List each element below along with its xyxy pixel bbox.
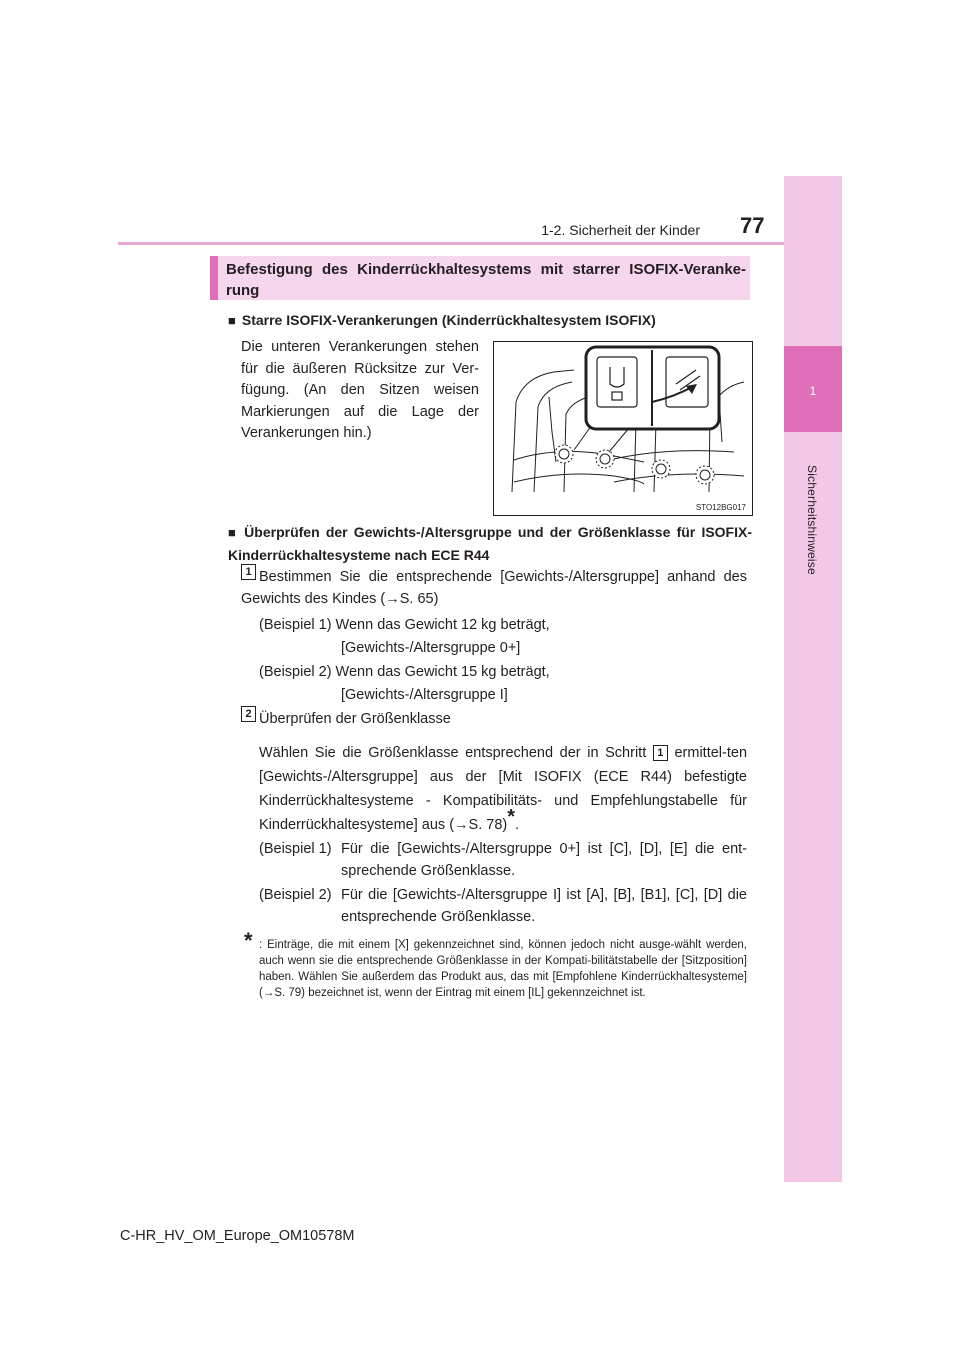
bullet-icon: ■ [228,525,239,540]
isofix-anchor-illustration [493,341,753,516]
block2-heading: ■ Überprüfen der Gewichts-/Altersgruppe und der Größenklasse für ISOFIX-Kinderrückhaltesysteme nach ECE R44 [228,524,752,563]
step-number-box: 1 [241,564,256,580]
side-tab-label: Sicherheitshinweise [805,465,819,575]
step1-example2-b: [Gewichts-/Altersgruppe I] [341,687,508,703]
image-code: STO12BG017 [695,503,746,512]
step1-example2-a: (Beispiel 2) Wenn das Gewicht 15 kg beträgt, [259,664,550,680]
side-tab-strip [784,176,842,1182]
footnote-marker: * [244,928,253,953]
bullet-icon: ■ [228,313,236,328]
step1-text: Bestimmen Sie die entsprechende [Gewichts-/Altersgruppe] anhand des Gewichts des Kindes (→S. 65) [241,569,747,607]
step2-example2-text: Für die [Gewichts-/Altersgruppe I] ist [A], [B], [B1], [C], [D] die entsprechende Größenklasse. [341,887,747,925]
step1-example1-b: [Gewichts-/Altersgruppe 0+] [341,640,521,656]
step-reference-box: 1 [653,745,668,761]
step2-marker [241,705,256,723]
step2-example1-text: Für die [Gewichts-/Altersgruppe 0+] ist [C], [D], [E] die ent-sprechende Größenklasse. [341,841,747,879]
rear-seat-drawing [494,342,752,515]
section-title: Befestigung des Kinderrückhaltesystems mit starrer ISOFIX-Veranke-rung [226,261,746,299]
step2-paragraph: Wählen Sie die Größenklasse entsprechend der in Schritt 1 ermittel-ten [Gewichts-/Altersgruppe] aus der [Mit ISOFIX (ECE R44) befestigte Kinderrückhaltesysteme - Kompatibilitäts- und Empfehlungstabelle für Kinderrückhaltesysteme] aus (→S. 78)*. [259,745,748,833]
footnote-text: : Einträge, die mit einem [X] gekennzeichnet sind, können jedoch nicht ausge-wählt werden, auch wenn sie die entsprechende Größenklasse in der Kompati-bilitätstabelle der [Sitzposition] haben. Wählen Sie außerdem das Produkt aus, das mit [Empfohlene Kinderrückhaltesysteme] (→S. 79) bezeichnet ist, wenn der Eintrag mit einem [IL] gekennzeichnet ist. [259,939,747,999]
header-divider [118,242,784,245]
step2-text: Überprüfen der Größenklasse [259,711,451,727]
step2-example1-label: (Beispiel 1) [259,841,332,857]
document-id: C-HR_HV_OM_Europe_OM10578M [120,1228,355,1244]
block1-text: Die unteren Verankerungen stehen für die äußeren Rücksitze zur Ver-fügung. (An den Sitzen weisen Markierungen auf die Lage der Verankerungen hin.) [241,339,479,441]
step-number-box: 2 [241,706,256,722]
section-title-accent [210,256,218,300]
block1-heading: ■ Starre ISOFIX-Verankerungen (Kinderrückhaltesystem ISOFIX) [228,312,656,328]
section-label: 1-2. Sicherheit der Kinder [541,222,700,238]
step2-example2-label: (Beispiel 2) [259,887,332,903]
step1-example1-a: (Beispiel 1) Wenn das Gewicht 12 kg beträgt, [259,617,550,633]
side-tab-number: 1 [809,384,817,398]
page-number: 77 [740,213,765,238]
footnote-asterisk: * [507,806,516,829]
